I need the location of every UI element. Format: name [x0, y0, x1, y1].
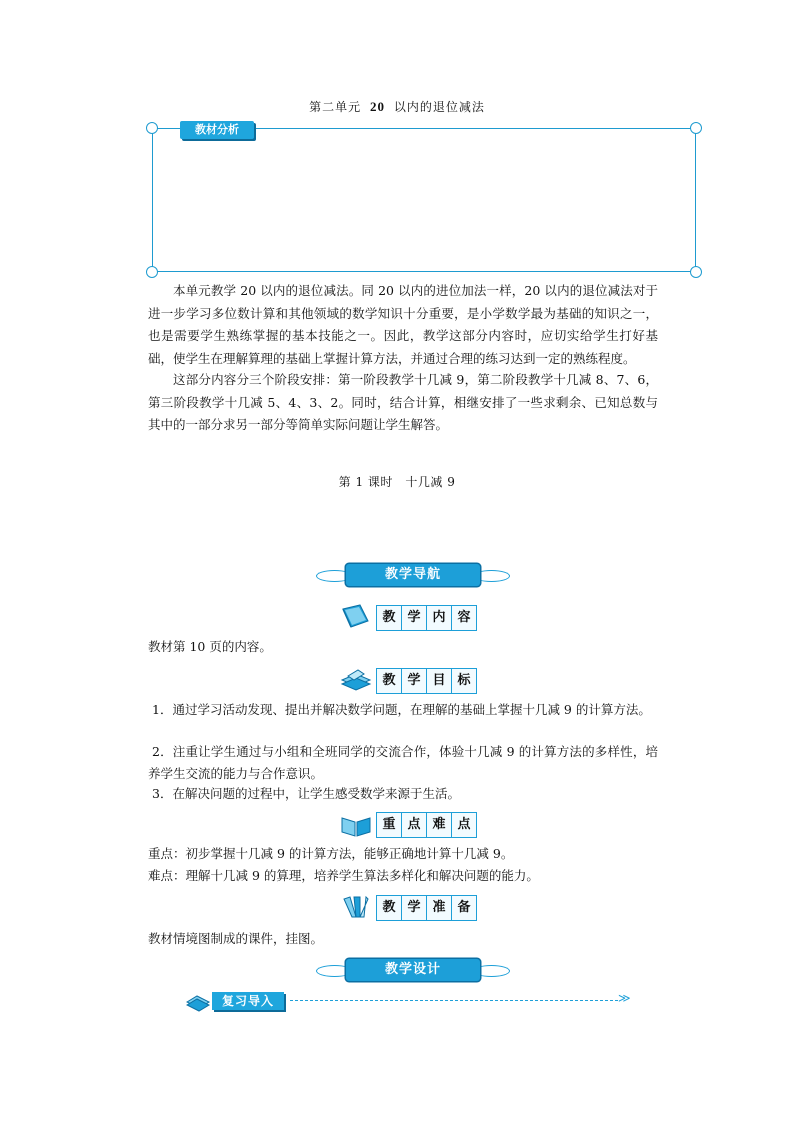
lesson-title: 第 1 课时 十几减 9	[338, 475, 456, 489]
fan-books-icon	[340, 893, 372, 921]
unit-prefix: 第二单元	[309, 100, 362, 114]
section-key-points-title: 重 点 难 点	[376, 812, 477, 838]
difficulty-text: 难点：理解十几减 9 的算理，培养学生算法多样化和解决问题的能力。	[148, 868, 539, 883]
open-book-icon	[340, 810, 372, 838]
section-teaching-content-title: 教 学 内 容	[376, 605, 477, 631]
review-intro-tag: 复习导入	[212, 992, 284, 1010]
key-point-text: 重点：初步掌握十几减 9 的计算方法，能够正确地计算十几减 9。	[148, 846, 514, 861]
review-dashed-line	[290, 1000, 618, 1001]
teaching-nav-label: 教学导航	[384, 567, 441, 582]
unit-title	[0, 98, 794, 115]
teaching-nav-ribbon	[314, 562, 512, 590]
analysis-frame	[140, 122, 708, 278]
books-stack-icon	[340, 666, 372, 694]
section-teaching-prep-title: 教 学 准 备	[376, 895, 477, 921]
books-icon	[185, 990, 211, 1012]
unit-number: 20	[370, 99, 385, 114]
teaching-prep-text: 教材情境图制成的课件，挂图。	[148, 931, 324, 946]
teaching-content-text: 教材第 10 页的内容。	[148, 639, 272, 654]
section-teaching-goals-title: 教 学 目 标	[376, 668, 477, 694]
teaching-design-label: 教学设计	[384, 962, 441, 977]
analysis-paragraph-1: 本单元教学 20 以内的退位减法。同 20 以内的进位加法一样，20 以内的退位减法对于进一步学习多位数计算和其他领域的数学知识十分重要，是小学数学最为基础的知识之一，也是需要学生熟练掌握的基本技能之一。因此，教学这部分内容时，应切实给学生打好基础，使学生在理解算理的基础上掌握计算方法，并通过合理的练习达到一定的熟练程度。	[148, 283, 658, 366]
goal-item-3: 3．在解决问题的过程中，让学生感受数学来源于生活。	[152, 786, 460, 801]
book-icon	[340, 603, 372, 631]
double-arrow-icon: ≫	[618, 991, 631, 1005]
analysis-paragraph-2: 这部分内容分三个阶段安排：第一阶段教学十几减 9，第二阶段教学十几减 8、7、6，第三阶段教学十几减 5、4、3、2。同时，结合计算，相继安排了一些求剩余、已知总数与其中的一部分求另一部分等简单实际问题让学生解答。	[148, 372, 658, 432]
unit-suffix: 以内的退位减法	[393, 100, 485, 114]
teaching-design-ribbon	[314, 957, 512, 985]
goal-item-2: 2．注重让学生通过与小组和全班同学的交流合作，体验十几减 9 的计算方法的多样性，培养学生交流的能力与合作意识。	[148, 744, 658, 781]
goal-item-1: 1．通过学习活动发现、提出并解决数学问题，在理解的基础上掌握十几减 9 的计算方法。	[152, 702, 651, 717]
analysis-tag: 教材分析	[180, 121, 254, 139]
